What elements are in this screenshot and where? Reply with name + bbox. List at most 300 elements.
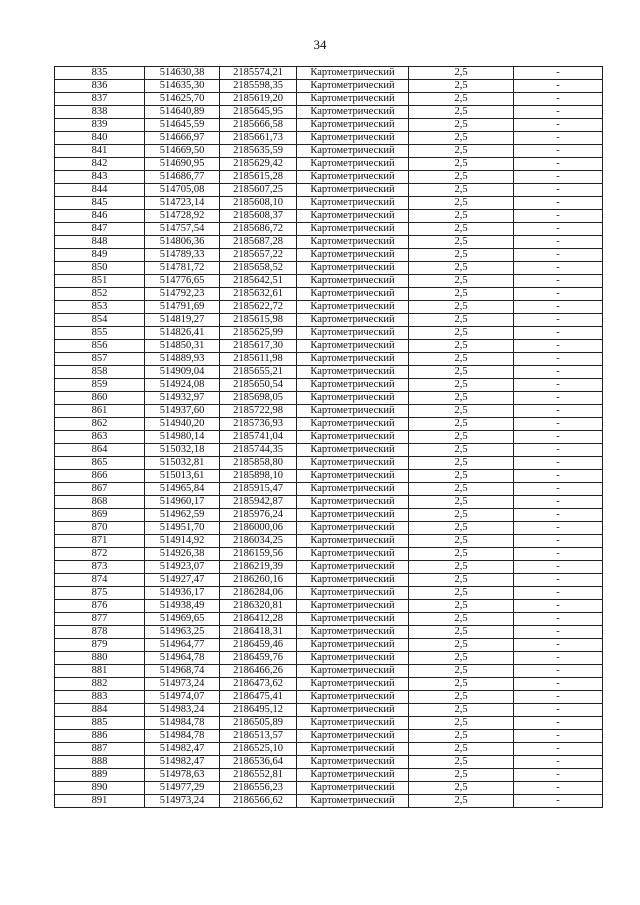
point-number-cell: 862 [55,418,145,431]
accuracy-cell: 2,5 [409,301,514,314]
accuracy-cell: 2,5 [409,730,514,743]
x-coordinate-cell: 514909,04 [145,366,220,379]
note-cell: - [514,756,603,769]
table-row [55,769,603,782]
point-number-cell: 844 [55,184,145,197]
table-row [55,418,603,431]
table-row [55,119,603,132]
y-coordinate-cell: 2186505,89 [220,717,297,730]
y-coordinate-cell: 2186466,26 [220,665,297,678]
method-cell: Картометрический [297,483,409,496]
note-cell: - [514,535,603,548]
table-row [55,262,603,275]
note-cell: - [514,418,603,431]
note-cell: - [514,353,603,366]
y-coordinate-cell: 2185625,99 [220,327,297,340]
point-number-cell: 880 [55,652,145,665]
table-row [55,405,603,418]
note-cell: - [514,119,603,132]
accuracy-cell: 2,5 [409,171,514,184]
note-cell: - [514,223,603,236]
accuracy-cell: 2,5 [409,574,514,587]
note-cell: - [514,431,603,444]
x-coordinate-cell: 514826,41 [145,327,220,340]
accuracy-cell: 2,5 [409,444,514,457]
accuracy-cell: 2,5 [409,756,514,769]
table-row [55,678,603,691]
y-coordinate-cell: 2185574,21 [220,67,297,80]
note-cell: - [514,730,603,743]
y-coordinate-cell: 2185608,10 [220,197,297,210]
table-row [55,626,603,639]
table-row [55,782,603,795]
method-cell: Картометрический [297,678,409,691]
x-coordinate-cell: 514965,84 [145,483,220,496]
method-cell: Картометрический [297,691,409,704]
y-coordinate-cell: 2186418,31 [220,626,297,639]
method-cell: Картометрический [297,405,409,418]
point-number-cell: 879 [55,639,145,652]
accuracy-cell: 2,5 [409,717,514,730]
table-row [55,431,603,444]
x-coordinate-cell: 514806,36 [145,236,220,249]
table-row [55,691,603,704]
method-cell: Картометрический [297,93,409,106]
x-coordinate-cell: 514914,92 [145,535,220,548]
note-cell: - [514,691,603,704]
table-row [55,171,603,184]
method-cell: Картометрический [297,327,409,340]
point-number-cell: 872 [55,548,145,561]
y-coordinate-cell: 2185650,54 [220,379,297,392]
y-coordinate-cell: 2185632,61 [220,288,297,301]
table-row [55,158,603,171]
accuracy-cell: 2,5 [409,392,514,405]
note-cell: - [514,444,603,457]
method-cell: Картометрический [297,171,409,184]
accuracy-cell: 2,5 [409,327,514,340]
method-cell: Картометрический [297,275,409,288]
method-cell: Картометрический [297,353,409,366]
table-row [55,730,603,743]
note-cell: - [514,288,603,301]
point-number-cell: 873 [55,561,145,574]
y-coordinate-cell: 2186475,41 [220,691,297,704]
method-cell: Картометрический [297,652,409,665]
note-cell: - [514,652,603,665]
method-cell: Картометрический [297,535,409,548]
point-number-cell: 885 [55,717,145,730]
point-number-cell: 883 [55,691,145,704]
point-number-cell: 840 [55,132,145,145]
accuracy-cell: 2,5 [409,145,514,158]
method-cell: Картометрический [297,418,409,431]
page-number: 34 [313,37,327,52]
accuracy-cell: 2,5 [409,548,514,561]
method-cell: Картометрический [297,236,409,249]
x-coordinate-cell: 514984,78 [145,717,220,730]
x-coordinate-cell: 514889,93 [145,353,220,366]
accuracy-cell: 2,5 [409,652,514,665]
x-coordinate-cell: 514968,74 [145,665,220,678]
y-coordinate-cell: 2186219,39 [220,561,297,574]
accuracy-cell: 2,5 [409,184,514,197]
note-cell: - [514,275,603,288]
accuracy-cell: 2,5 [409,522,514,535]
accuracy-cell: 2,5 [409,600,514,613]
x-coordinate-cell: 514940,20 [145,418,220,431]
table-row [55,210,603,223]
x-coordinate-cell: 514960,17 [145,496,220,509]
y-coordinate-cell: 2186556,23 [220,782,297,795]
y-coordinate-cell: 2186034,25 [220,535,297,548]
accuracy-cell: 2,5 [409,704,514,717]
accuracy-cell: 2,5 [409,223,514,236]
table-row [55,743,603,756]
accuracy-cell: 2,5 [409,353,514,366]
x-coordinate-cell: 514936,17 [145,587,220,600]
method-cell: Картометрический [297,769,409,782]
table-row [55,717,603,730]
note-cell: - [514,80,603,93]
accuracy-cell: 2,5 [409,119,514,132]
table-row [55,457,603,470]
method-cell: Картометрический [297,392,409,405]
point-number-cell: 891 [55,795,145,808]
table-row [55,327,603,340]
accuracy-cell: 2,5 [409,795,514,808]
method-cell: Картометрический [297,730,409,743]
note-cell: - [514,704,603,717]
y-coordinate-cell: 2186525,10 [220,743,297,756]
method-cell: Картометрический [297,340,409,353]
point-number-cell: 863 [55,431,145,444]
method-cell: Картометрический [297,145,409,158]
point-number-cell: 864 [55,444,145,457]
accuracy-cell: 2,5 [409,236,514,249]
accuracy-cell: 2,5 [409,80,514,93]
method-cell: Картометрический [297,366,409,379]
y-coordinate-cell: 2185608,37 [220,210,297,223]
y-coordinate-cell: 2185666,58 [220,119,297,132]
y-coordinate-cell: 2186473,62 [220,678,297,691]
coordinates-table [54,66,603,808]
accuracy-cell: 2,5 [409,314,514,327]
table-row [55,80,603,93]
y-coordinate-cell: 2185686,72 [220,223,297,236]
note-cell: - [514,67,603,80]
table-row [55,340,603,353]
y-coordinate-cell: 2185698,05 [220,392,297,405]
y-coordinate-cell: 2185736,93 [220,418,297,431]
point-number-cell: 866 [55,470,145,483]
accuracy-cell: 2,5 [409,457,514,470]
point-number-cell: 869 [55,509,145,522]
table-row [55,275,603,288]
y-coordinate-cell: 2186513,57 [220,730,297,743]
accuracy-cell: 2,5 [409,782,514,795]
point-number-cell: 854 [55,314,145,327]
note-cell: - [514,457,603,470]
table-row [55,314,603,327]
point-number-cell: 867 [55,483,145,496]
method-cell: Картометрический [297,80,409,93]
x-coordinate-cell: 514728,92 [145,210,220,223]
y-coordinate-cell: 2186260,16 [220,574,297,587]
method-cell: Картометрический [297,158,409,171]
y-coordinate-cell: 2186284,06 [220,587,297,600]
method-cell: Картометрический [297,379,409,392]
x-coordinate-cell: 514973,24 [145,678,220,691]
note-cell: - [514,379,603,392]
x-coordinate-cell: 514983,24 [145,704,220,717]
method-cell: Картометрический [297,717,409,730]
point-number-cell: 860 [55,392,145,405]
x-coordinate-cell: 514951,70 [145,522,220,535]
table-row [55,613,603,626]
table-row [55,600,603,613]
point-number-cell: 857 [55,353,145,366]
table-row [55,223,603,236]
x-coordinate-cell: 514964,78 [145,652,220,665]
note-cell: - [514,743,603,756]
table-row [55,288,603,301]
method-cell: Картометрический [297,457,409,470]
x-coordinate-cell: 514850,31 [145,340,220,353]
method-cell: Картометрический [297,639,409,652]
note-cell: - [514,795,603,808]
x-coordinate-cell: 514640,89 [145,106,220,119]
y-coordinate-cell: 2185617,30 [220,340,297,353]
note-cell: - [514,769,603,782]
note-cell: - [514,574,603,587]
table-row [55,639,603,652]
table-row [55,756,603,769]
note-cell: - [514,132,603,145]
y-coordinate-cell: 2185657,22 [220,249,297,262]
note-cell: - [514,548,603,561]
note-cell: - [514,249,603,262]
x-coordinate-cell: 514819,27 [145,314,220,327]
accuracy-cell: 2,5 [409,431,514,444]
note-cell: - [514,145,603,158]
note-cell: - [514,496,603,509]
point-number-cell: 858 [55,366,145,379]
y-coordinate-cell: 2185661,73 [220,132,297,145]
y-coordinate-cell: 2185645,95 [220,106,297,119]
table-row [55,652,603,665]
accuracy-cell: 2,5 [409,262,514,275]
x-coordinate-cell: 514964,77 [145,639,220,652]
y-coordinate-cell: 2185942,87 [220,496,297,509]
point-number-cell: 881 [55,665,145,678]
method-cell: Картометрический [297,106,409,119]
y-coordinate-cell: 2185619,20 [220,93,297,106]
method-cell: Картометрический [297,509,409,522]
x-coordinate-cell: 514977,29 [145,782,220,795]
y-coordinate-cell: 2185976,24 [220,509,297,522]
note-cell: - [514,405,603,418]
note-cell: - [514,197,603,210]
point-number-cell: 853 [55,301,145,314]
table-row [55,106,603,119]
method-cell: Картометрический [297,561,409,574]
note-cell: - [514,106,603,119]
table-row [55,665,603,678]
method-cell: Картометрический [297,262,409,275]
point-number-cell: 842 [55,158,145,171]
y-coordinate-cell: 2186412,28 [220,613,297,626]
point-number-cell: 851 [55,275,145,288]
accuracy-cell: 2,5 [409,665,514,678]
note-cell: - [514,665,603,678]
table-row [55,496,603,509]
note-cell: - [514,717,603,730]
x-coordinate-cell: 514962,59 [145,509,220,522]
y-coordinate-cell: 2185658,52 [220,262,297,275]
x-coordinate-cell: 514705,08 [145,184,220,197]
point-number-cell: 859 [55,379,145,392]
note-cell: - [514,184,603,197]
method-cell: Картометрический [297,249,409,262]
method-cell: Картометрический [297,197,409,210]
method-cell: Картометрический [297,587,409,600]
y-coordinate-cell: 2185744,35 [220,444,297,457]
accuracy-cell: 2,5 [409,483,514,496]
point-number-cell: 877 [55,613,145,626]
note-cell: - [514,639,603,652]
accuracy-cell: 2,5 [409,405,514,418]
y-coordinate-cell: 2185858,80 [220,457,297,470]
table-row [55,236,603,249]
table-row [55,509,603,522]
x-coordinate-cell: 514982,47 [145,756,220,769]
point-number-cell: 874 [55,574,145,587]
x-coordinate-cell: 514630,38 [145,67,220,80]
method-cell: Картометрический [297,223,409,236]
point-number-cell: 846 [55,210,145,223]
note-cell: - [514,171,603,184]
accuracy-cell: 2,5 [409,613,514,626]
point-number-cell: 884 [55,704,145,717]
x-coordinate-cell: 514973,24 [145,795,220,808]
x-coordinate-cell: 514792,23 [145,288,220,301]
accuracy-cell: 2,5 [409,275,514,288]
y-coordinate-cell: 2185629,42 [220,158,297,171]
point-number-cell: 837 [55,93,145,106]
accuracy-cell: 2,5 [409,587,514,600]
point-number-cell: 850 [55,262,145,275]
x-coordinate-cell: 514669,50 [145,145,220,158]
note-cell: - [514,470,603,483]
x-coordinate-cell: 514963,25 [145,626,220,639]
point-number-cell: 838 [55,106,145,119]
note-cell: - [514,522,603,535]
table-row [55,67,603,80]
note-cell: - [514,678,603,691]
y-coordinate-cell: 2185622,72 [220,301,297,314]
table-row [55,379,603,392]
y-coordinate-cell: 2185642,51 [220,275,297,288]
method-cell: Картометрический [297,67,409,80]
y-coordinate-cell: 2185655,21 [220,366,297,379]
accuracy-cell: 2,5 [409,769,514,782]
x-coordinate-cell: 514927,47 [145,574,220,587]
x-coordinate-cell: 514789,33 [145,249,220,262]
point-number-cell: 849 [55,249,145,262]
method-cell: Картометрический [297,743,409,756]
point-number-cell: 843 [55,171,145,184]
table-row [55,587,603,600]
y-coordinate-cell: 2185598,35 [220,80,297,93]
table-row [55,197,603,210]
accuracy-cell: 2,5 [409,288,514,301]
method-cell: Картометрический [297,210,409,223]
method-cell: Картометрический [297,444,409,457]
method-cell: Картометрический [297,665,409,678]
y-coordinate-cell: 2185611,98 [220,353,297,366]
method-cell: Картометрический [297,600,409,613]
table-row [55,795,603,808]
method-cell: Картометрический [297,548,409,561]
method-cell: Картометрический [297,704,409,717]
method-cell: Картометрический [297,574,409,587]
table-row [55,249,603,262]
table-row [55,132,603,145]
y-coordinate-cell: 2185687,28 [220,236,297,249]
x-coordinate-cell: 514982,47 [145,743,220,756]
x-coordinate-cell: 515013,61 [145,470,220,483]
method-cell: Картометрический [297,522,409,535]
point-number-cell: 868 [55,496,145,509]
accuracy-cell: 2,5 [409,561,514,574]
x-coordinate-cell: 514978,63 [145,769,220,782]
y-coordinate-cell: 2186320,81 [220,600,297,613]
method-cell: Картометрический [297,314,409,327]
point-number-cell: 878 [55,626,145,639]
point-number-cell: 890 [55,782,145,795]
accuracy-cell: 2,5 [409,210,514,223]
coordinates-table-body [55,67,603,808]
note-cell: - [514,262,603,275]
accuracy-cell: 2,5 [409,678,514,691]
point-number-cell: 855 [55,327,145,340]
x-coordinate-cell: 514723,14 [145,197,220,210]
accuracy-cell: 2,5 [409,106,514,119]
table-row [55,574,603,587]
x-coordinate-cell: 514791,69 [145,301,220,314]
table-row [55,561,603,574]
x-coordinate-cell: 514757,54 [145,223,220,236]
y-coordinate-cell: 2186552,81 [220,769,297,782]
point-number-cell: 865 [55,457,145,470]
note-cell: - [514,314,603,327]
note-cell: - [514,158,603,171]
accuracy-cell: 2,5 [409,93,514,106]
accuracy-cell: 2,5 [409,197,514,210]
point-number-cell: 889 [55,769,145,782]
accuracy-cell: 2,5 [409,743,514,756]
accuracy-cell: 2,5 [409,509,514,522]
table-row [55,535,603,548]
y-coordinate-cell: 2185615,98 [220,314,297,327]
point-number-cell: 876 [55,600,145,613]
note-cell: - [514,782,603,795]
accuracy-cell: 2,5 [409,249,514,262]
table-row [55,522,603,535]
point-number-cell: 870 [55,522,145,535]
y-coordinate-cell: 2185607,25 [220,184,297,197]
